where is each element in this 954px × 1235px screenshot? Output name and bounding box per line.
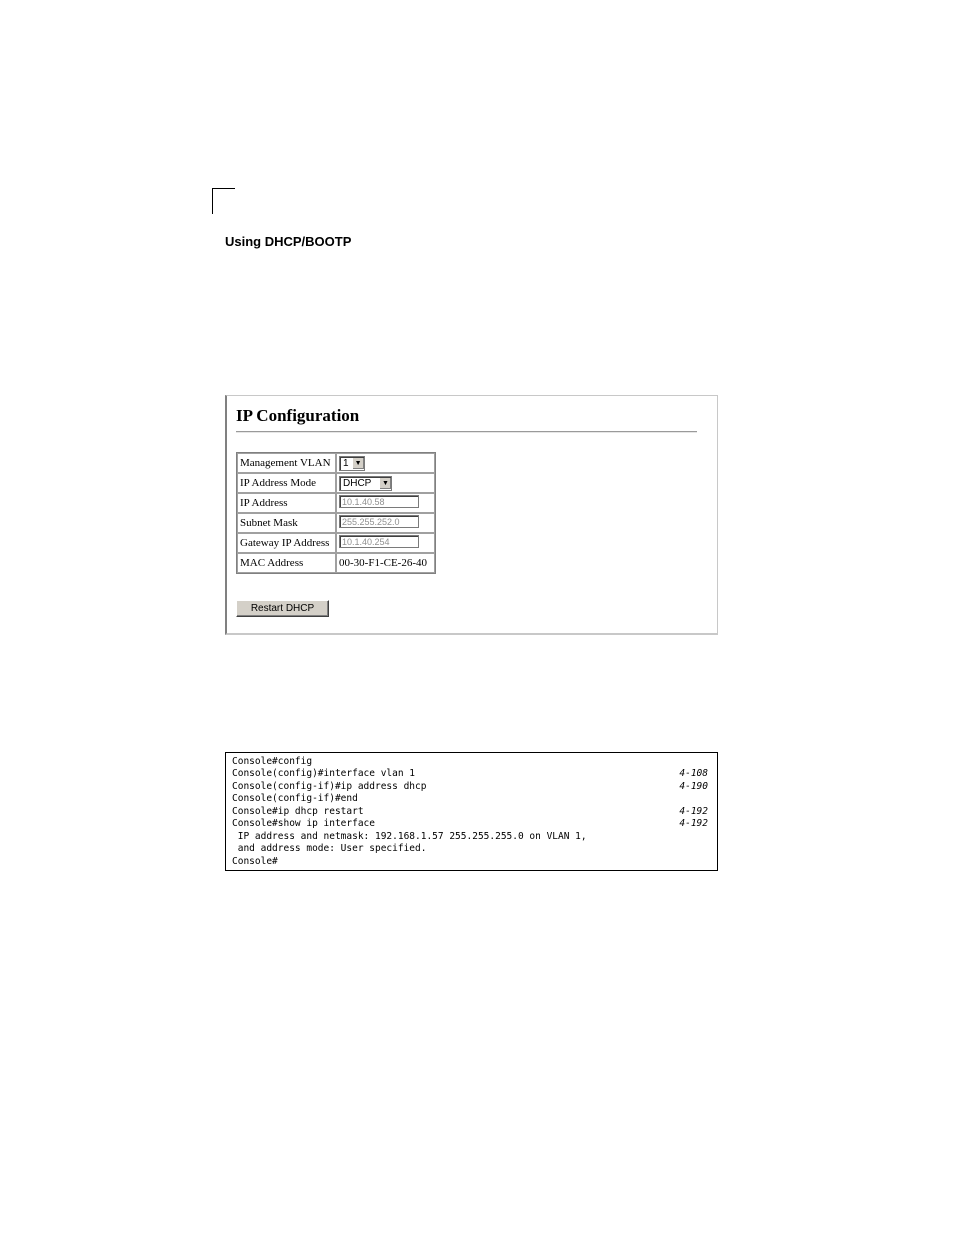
- mac-address-value: 00-30-F1-CE-26-40: [336, 553, 435, 573]
- subnet-mask-field[interactable]: 255.255.252.0: [339, 515, 419, 528]
- console-line: Console(config-if)#ip address dhcp: [232, 781, 427, 792]
- table-row: [237, 513, 435, 533]
- ip-configuration-panel: [225, 395, 718, 635]
- console-line: IP address and netmask: 192.168.1.57 255.255.255.0 on VLAN 1,: [232, 831, 587, 842]
- management-vlan-select[interactable]: 1 ▼: [339, 456, 365, 471]
- console-line: Console(config-if)#end: [232, 793, 358, 804]
- gateway-ip-address-field[interactable]: 10.1.40.254: [339, 535, 419, 548]
- console-page-ref: 4-192: [679, 806, 708, 817]
- table-row: [237, 493, 435, 513]
- console-page-ref: 4-190: [679, 781, 708, 792]
- title-divider: [236, 431, 697, 433]
- mac-address-label: MAC Address: [237, 553, 336, 573]
- console-line: Console#: [232, 856, 278, 867]
- ip-address-label: IP Address: [237, 493, 336, 513]
- console-line: Console#show ip interface: [232, 818, 375, 829]
- gateway-ip-address-label: Gateway IP Address: [237, 533, 336, 553]
- table-row: [237, 553, 435, 573]
- table-row: [237, 453, 435, 473]
- section-heading: Using DHCP/BOOTP: [225, 234, 352, 249]
- crop-mark-vertical: [212, 188, 213, 214]
- console-page-ref: 4-192: [679, 818, 708, 829]
- console-line: Console#config: [232, 756, 313, 767]
- console-page-ref: 4-108: [679, 768, 708, 779]
- panel-title: IP Configuration: [236, 406, 360, 425]
- table-row: [237, 473, 435, 493]
- chevron-down-icon: ▼: [379, 478, 391, 489]
- ip-config-table: [236, 452, 436, 574]
- console-line: Console(config)#interface vlan 1: [232, 768, 416, 779]
- console-line: Console#ip dhcp restart: [232, 806, 364, 817]
- crop-mark-horizontal: [212, 188, 235, 189]
- ip-address-mode-select[interactable]: DHCP ▼: [339, 476, 392, 491]
- console-example: [225, 752, 718, 871]
- chevron-down-icon: ▼: [352, 458, 364, 469]
- subnet-mask-label: Subnet Mask: [237, 513, 336, 533]
- ip-address-field[interactable]: 10.1.40.58: [339, 495, 419, 508]
- console-line: and address mode: User specified.: [232, 843, 427, 854]
- restart-dhcp-button[interactable]: Restart DHCP: [236, 600, 329, 617]
- management-vlan-label: Management VLAN: [237, 453, 336, 473]
- table-row: [237, 533, 435, 553]
- ip-address-mode-label: IP Address Mode: [237, 473, 336, 493]
